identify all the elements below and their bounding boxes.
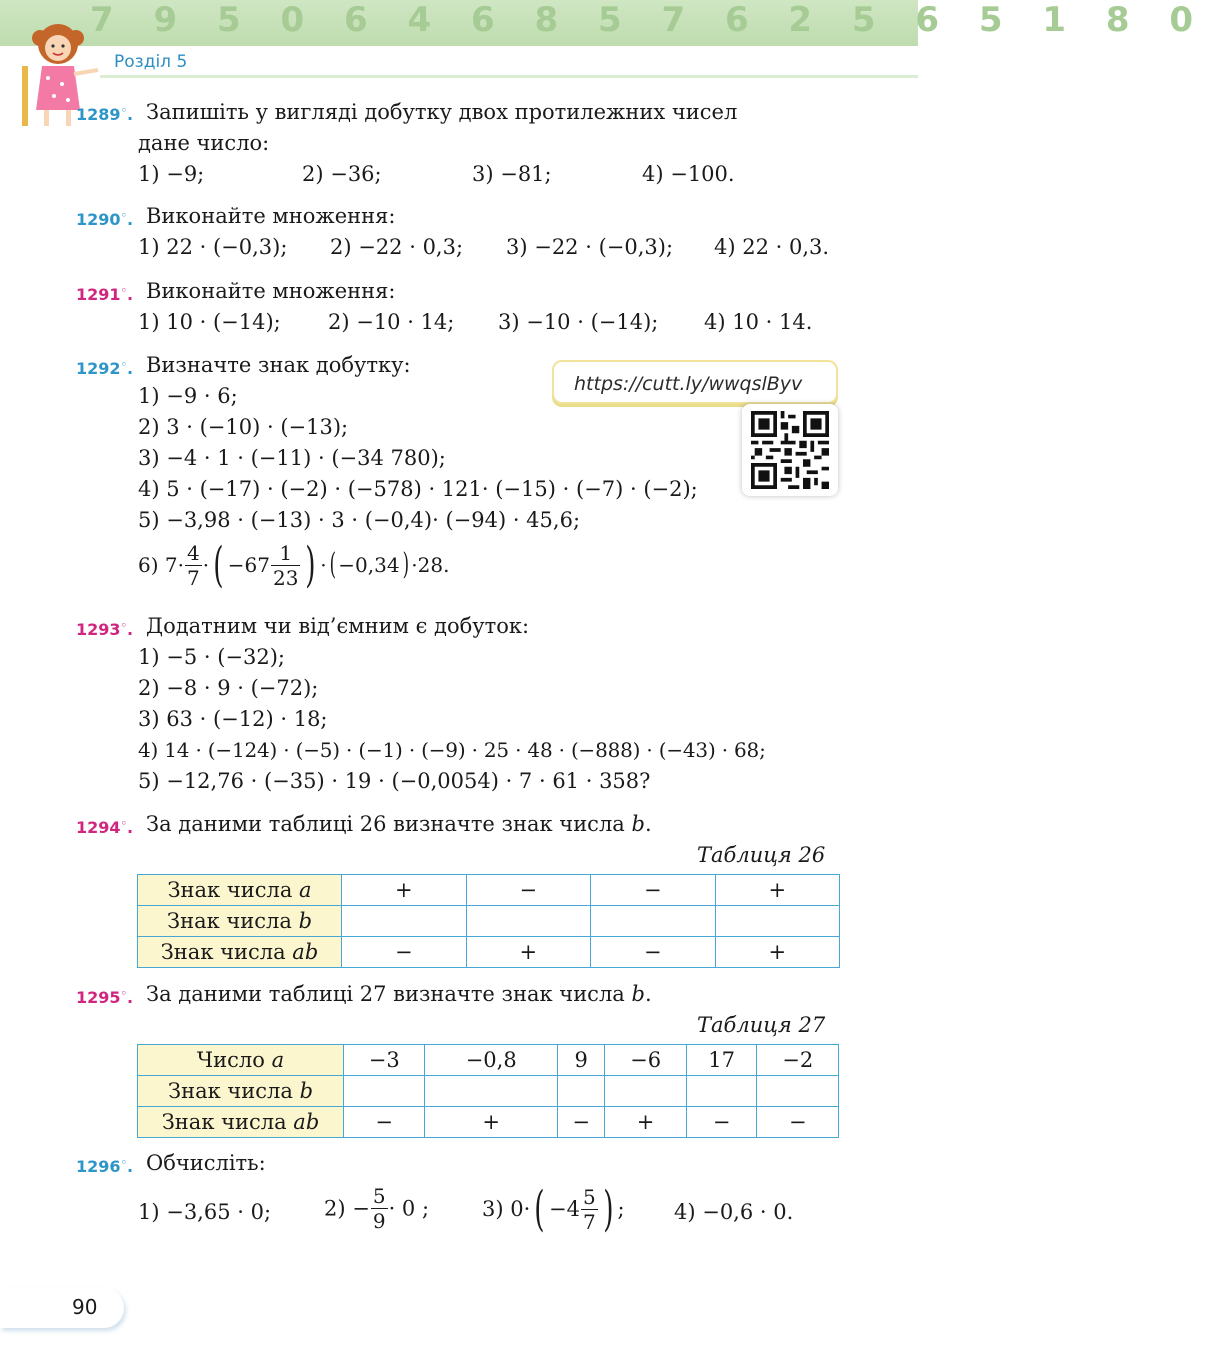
header-strip — [100, 46, 918, 78]
table-cell: − — [344, 1107, 425, 1138]
qr-code-box — [742, 404, 838, 496]
table-cell[interactable] — [686, 1076, 757, 1107]
table-row — [138, 1076, 839, 1107]
page-number: 90 — [72, 1295, 98, 1319]
table-cell[interactable] — [757, 1076, 839, 1107]
table-cell: + — [715, 875, 840, 906]
exercise-item: 2) −36; — [302, 162, 382, 186]
table-cell: − — [466, 875, 591, 906]
row-header: Знак числа b — [138, 1076, 344, 1107]
exercise-item: 3) −4 · 1 · (−11) · (−34 780); — [138, 446, 446, 470]
table-cell[interactable] — [715, 906, 840, 937]
exercise-item: 1) 10 · (−14); — [138, 310, 281, 334]
exercise-item-fraction: 2) − $\frac{5}{9}$ · 0 ; — [324, 1184, 430, 1233]
exercise-item: 2) −22 · 0,3; — [330, 235, 464, 259]
exercise-item: 2) 3 · (−10) · (−13); — [138, 415, 349, 439]
exercise-item: 5) −12,76 · (−35) · 19 · (−0,0054) · 7 · 61 · 358? — [138, 769, 651, 793]
exercise-item: 1) −3,65 · 0; — [138, 1200, 272, 1224]
exercise-item: 2) −10 · 14; — [328, 310, 455, 334]
exercise-number: 1296◦. — [76, 1157, 134, 1176]
table-cell: 17 — [686, 1045, 757, 1076]
header-band — [0, 0, 1207, 46]
exercise-item: 1) 22 · (−0,3); — [138, 235, 288, 259]
exercise-text: Обчисліть: — [146, 1151, 266, 1175]
exercise-number: 1292◦. — [76, 359, 134, 378]
table-cell: − — [557, 1107, 604, 1138]
link-box[interactable] — [552, 360, 838, 404]
exercise-item: 4) −0,6 · 0. — [674, 1200, 794, 1224]
table-cell: − — [591, 875, 716, 906]
table-cell: + — [342, 875, 467, 906]
sign-table-27 — [137, 1044, 839, 1138]
section-label: Розділ 5 — [114, 52, 188, 72]
table-row — [138, 906, 840, 937]
exercise-item: 4) 10 · 14. — [704, 310, 813, 334]
table-row — [138, 937, 840, 968]
table-cell[interactable] — [342, 906, 467, 937]
exercise-number: 1290◦. — [76, 210, 134, 229]
table-cell: −0,8 — [425, 1045, 558, 1076]
exercise-number: 1291◦. — [76, 285, 134, 304]
table-cell: + — [425, 1107, 558, 1138]
table-cell[interactable] — [605, 1076, 686, 1107]
row-header: Знак числа b — [138, 906, 342, 937]
table-cell: − — [757, 1107, 839, 1138]
exercise-item: 3) 63 · (−12) · 18; — [138, 707, 328, 731]
link-url[interactable]: https://cutt.ly/wwqslByv — [574, 373, 803, 395]
exercise-number: 1294◦. — [76, 818, 134, 837]
exercise-text: Запишіть у вигляді добутку двох протилежних чисел — [146, 100, 738, 124]
table-cell: −6 — [605, 1045, 686, 1076]
table-cell[interactable] — [557, 1076, 604, 1107]
exercise-item: 4) −100. — [642, 162, 735, 186]
table-row — [138, 1045, 839, 1076]
exercise-item: 1) −5 · (−32); — [138, 645, 285, 669]
table-cell[interactable] — [425, 1076, 558, 1107]
exercise-number: 1295◦. — [76, 988, 134, 1007]
table-cell: − — [591, 937, 716, 968]
table-cell: − — [686, 1107, 757, 1138]
exercise-item: 5) −3,98 · (−13) · 3 · (−0,4)· (−94) · 45,6; — [138, 508, 581, 532]
exercise-item-fraction: 6) 7· $\frac{4}{7}$ ·( −67 $\frac{1}{23}$ ) ·( −0,34) ·28. — [138, 537, 450, 593]
table-cell: − — [342, 937, 467, 968]
exercise-item: 1) −9; — [138, 162, 205, 186]
exercise-item: 2) −8 · 9 · (−72); — [138, 676, 319, 700]
table-caption: Таблиця 27 — [697, 1013, 826, 1037]
exercise-text: Виконайте множення: — [146, 204, 396, 228]
table-row — [138, 875, 840, 906]
exercise-item: 4) 22 · 0,3. — [714, 235, 830, 259]
header-digits-decoration: 7 9 5 0 6 4 6 8 5 7 6 2 5 6 5 1 8 0 — [90, 0, 1207, 40]
table-cell[interactable] — [466, 906, 591, 937]
row-header: Знак числа a — [138, 875, 342, 906]
exercise-text: За даними таблиці 26 визначте знак числа b. — [146, 812, 652, 836]
exercise-number: 1293◦. — [76, 620, 134, 639]
exercise-text: дане число: — [138, 131, 270, 155]
exercise-item: 3) −10 · (−14); — [498, 310, 659, 334]
exercise-item: 1) −9 · 6; — [138, 384, 238, 408]
table-row — [138, 1107, 839, 1138]
exercise-item: 3) −22 · (−0,3); — [506, 235, 674, 259]
table-cell: −3 — [344, 1045, 425, 1076]
row-header: Знак числа ab — [138, 937, 342, 968]
exercise-item: 3) −81; — [472, 162, 552, 186]
page-number-tab — [0, 1288, 124, 1328]
table-cell: + — [466, 937, 591, 968]
exercise-text: Виконайте множення: — [146, 279, 396, 303]
row-header: Знак числа ab — [138, 1107, 344, 1138]
sign-table-26 — [137, 874, 840, 968]
qr-code-icon — [749, 411, 831, 489]
table-cell: 9 — [557, 1045, 604, 1076]
exercise-text: Визначте знак добутку: — [146, 353, 411, 377]
table-cell: −2 — [757, 1045, 839, 1076]
exercise-item: 4) 5 · (−17) · (−2) · (−578) · 121· (−15) · (−7) · (−2); — [138, 477, 698, 501]
exercise-text: Додатним чи від’ємним є добуток: — [146, 614, 530, 638]
row-header: Число a — [138, 1045, 344, 1076]
table-cell: + — [715, 937, 840, 968]
exercise-item-fraction: 3) 0·( −4 $\frac{5}{7}$ ) ; — [482, 1181, 625, 1237]
table-caption: Таблиця 26 — [697, 843, 826, 867]
table-cell[interactable] — [344, 1076, 425, 1107]
exercise-number: 1289◦. — [76, 105, 134, 124]
exercise-text: За даними таблиці 27 визначте знак числа b. — [146, 982, 652, 1006]
exercise-item: 4) 14 · (−124) · (−5) · (−1) · (−9) · 25 · 48 · (−888) · (−43) · 68; — [138, 738, 766, 762]
table-cell[interactable] — [591, 906, 716, 937]
table-cell: + — [605, 1107, 686, 1138]
